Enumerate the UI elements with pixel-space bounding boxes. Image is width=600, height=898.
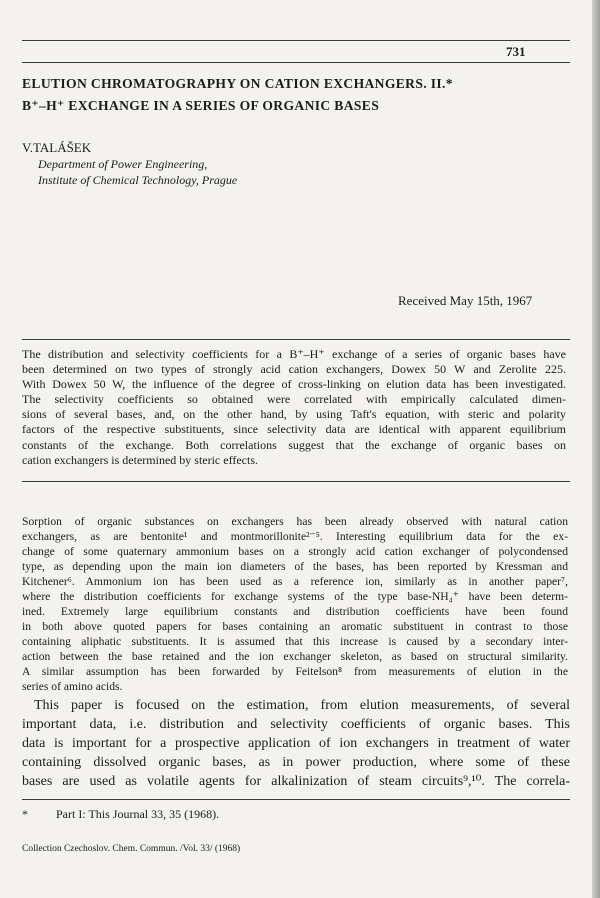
intro-line: containing aliphatic substituents. It is assumed that this increase is caused by a secondary inter- — [22, 635, 568, 648]
abstract-rule-top — [22, 339, 570, 340]
abstract-line: sions of several bases, and, on the other hand, by using Taft's equation, with steric and polarity — [22, 407, 566, 422]
body-paragraph — [22, 696, 570, 791]
body-line: data is important for a prospective application of ion exchangers in treatment of water — [22, 736, 570, 751]
title-line-1: ELUTION CHROMATOGRAPHY ON CATION EXCHANGERS. II.* — [22, 76, 453, 91]
title-line-2: B⁺–H⁺ EXCHANGE IN A SERIES OF ORGANIC BASES — [22, 98, 380, 113]
intro-line: exchangers, as are bentonite¹ and montmorillonite²⁻⁵. Interesting equilibrium data for the ex- — [22, 530, 568, 543]
abstract-rule-bottom — [22, 481, 570, 482]
abstract-line: factors of the respective substituents, since selectivity data are identical with apparent equilibrium — [22, 422, 566, 437]
body-line: This paper is focused on the estimation, from elution measurements, of several — [34, 698, 570, 713]
author: V.TALÁŠEK — [22, 140, 92, 155]
page-edge-shadow — [592, 0, 600, 898]
body-line: important data, i.e. distribution and selectivity coefficients of organic bases. This — [22, 717, 570, 732]
intro-line: Sorption of organic substances on exchangers has been already observed with natural cation — [22, 515, 568, 528]
intro-line: ined. Extremely large equilibrium constants and distribution coefficients have been found — [22, 605, 568, 618]
intro-line: in both above quoted papers for bases containing an aromatic substituent in contrast to those — [22, 620, 568, 633]
page-number: 731 — [506, 44, 526, 59]
abstract-line: With Dowex 50 W, the influence of the degree of cross-linking on elution data has been investigated. — [22, 377, 566, 392]
abstract — [22, 347, 566, 468]
abstract-line: been determined on two types of strongly acid cation exchangers, Dowex 50 W and Zerolite 225. — [22, 362, 566, 377]
received-date: Received May 15th, 1967 — [398, 293, 533, 308]
intro-line: where the distribution coefficients for exchange systems of the type base-NH₄⁺ have been determ- — [22, 590, 568, 603]
abstract-line: cation exchangers is determined by steric effects. — [22, 452, 259, 467]
body-line: containing dissolved organic bases, as in power production, where some of these — [22, 755, 570, 770]
affiliation-line-2: Institute of Chemical Technology, Prague — [38, 173, 238, 187]
footnote-text: Part I: This Journal 33, 35 (1968). — [56, 807, 220, 821]
footnote-marker: * — [22, 807, 28, 821]
footnote — [22, 807, 219, 822]
abstract-line: The selectivity coefficients so obtained were correlated with empirically calculated dimen- — [22, 392, 566, 407]
intro-line: Kitchener⁶. Ammonium ion has been used as a reference ion, similarly as in another paper⁷, — [22, 575, 568, 588]
journal-citation: Collection Czechoslov. Chem. Commun. /Vol. 33/ (1968) — [22, 844, 241, 854]
abstract-line: constants of the exchange. Both correlations suggest that the exchange of organic bases on — [22, 437, 566, 452]
intro-line: type, as depending upon the main ion diameters of the bases, has been reported by Kressman and — [22, 560, 568, 573]
footnote-rule — [22, 799, 570, 800]
abstract-line: The distribution and selectivity coefficients for a B⁺–H⁺ exchange of a series of organic bases have — [22, 347, 566, 361]
introduction — [22, 514, 568, 694]
intro-line: series of amino acids. — [22, 680, 123, 693]
affiliation-line-1: Department of Power Engineering, — [38, 157, 208, 171]
header-rule-bottom — [22, 62, 570, 63]
intro-line: action between the base retained and the ion exchanger skeleton, as based on structural similarity. — [22, 650, 568, 663]
header-rule-top — [22, 40, 570, 41]
body-line: bases are used as volatile agents for alkalinization of steam circuits⁹,¹⁰. The correla- — [22, 774, 570, 789]
intro-line: change of some quaternary ammonium bases on a strongly acid cation exchanger of polycondensed — [22, 545, 568, 558]
intro-line: A similar assumption has been forwarded by Feitelson⁸ from measurements of elution in the — [22, 665, 568, 678]
